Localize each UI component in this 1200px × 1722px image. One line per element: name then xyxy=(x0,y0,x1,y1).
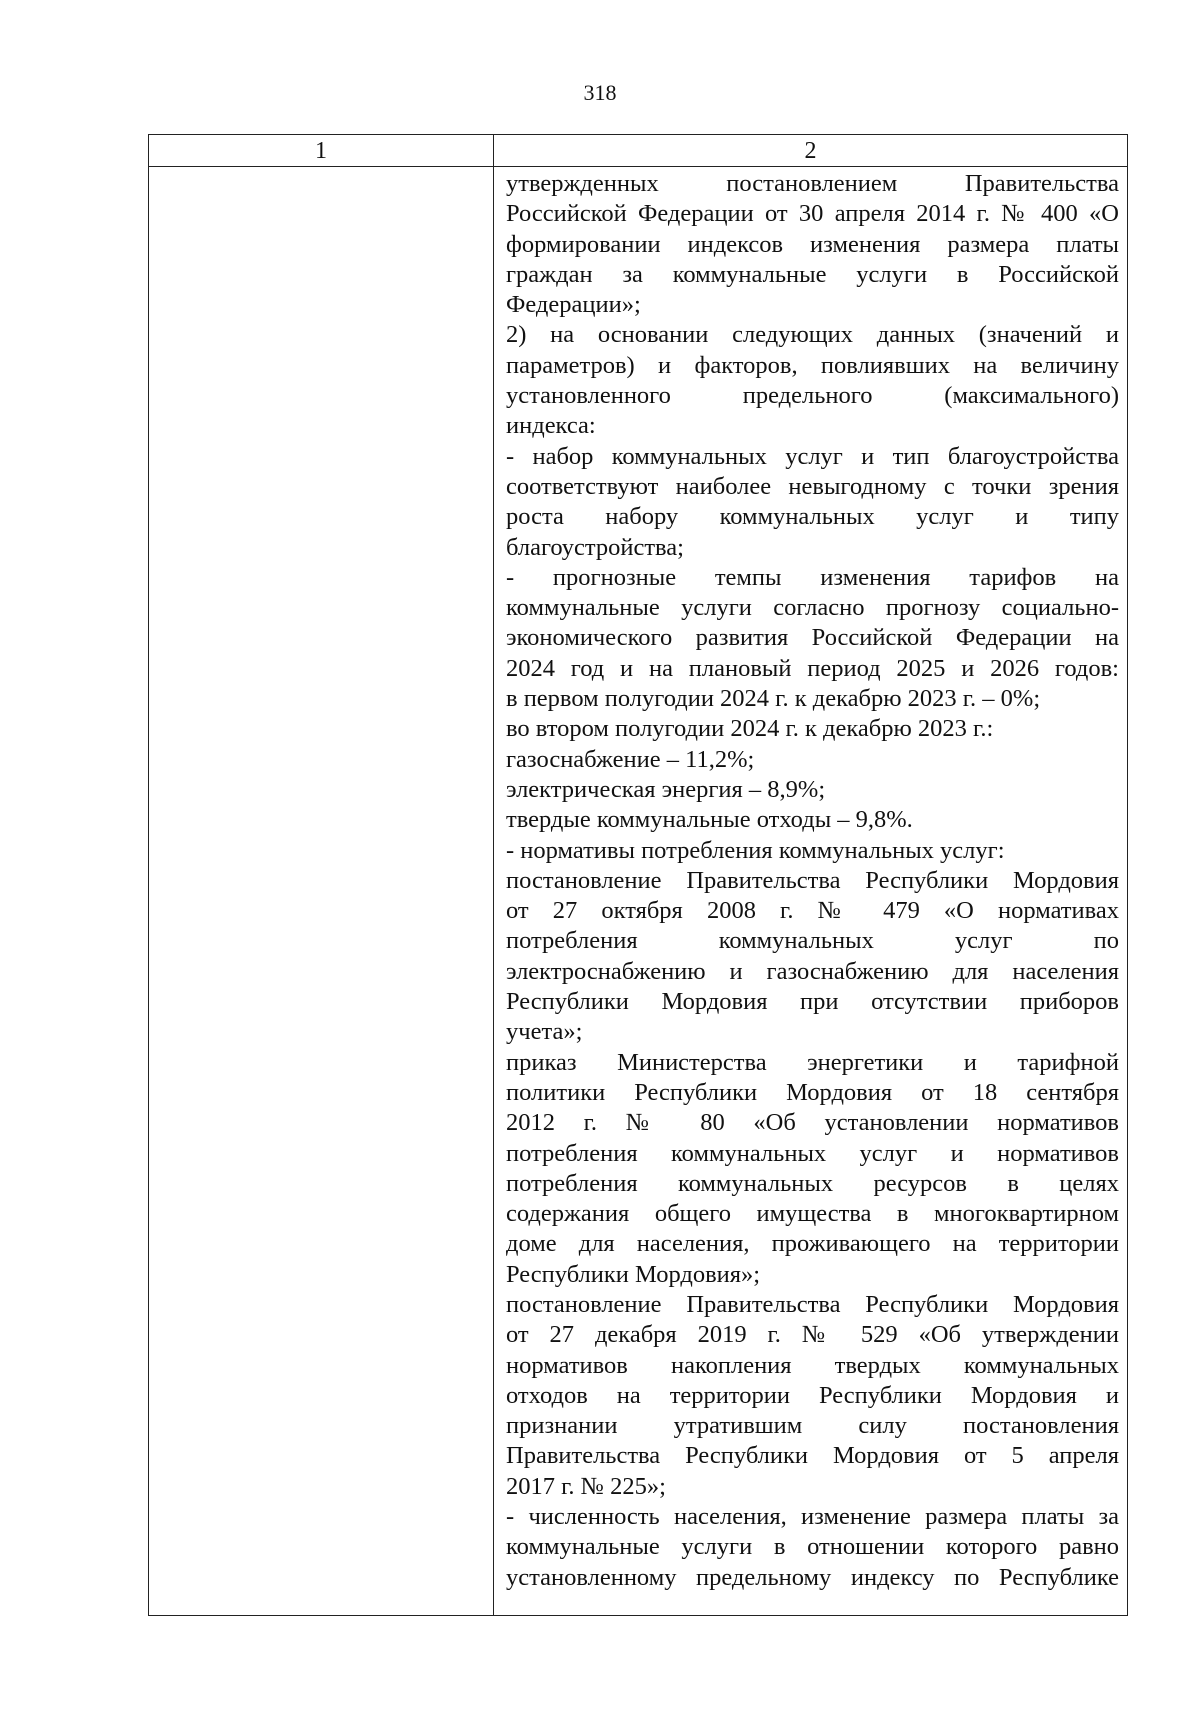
table-header-col-1: 1 xyxy=(315,138,327,164)
text-line: во втором полугодии 2024 г. к декабрю 2023 г.: xyxy=(506,715,994,743)
text-line: граждан за коммунальные услуги в Российской xyxy=(506,260,1119,288)
text-line: коммунальные услуги в отношении которого равно xyxy=(506,1533,1119,1561)
text-line: экономического развития Российской Федерации на xyxy=(506,624,1119,652)
document-table xyxy=(148,134,1128,1616)
page-number: 318 xyxy=(583,80,617,105)
text-line: газоснабжение – 11,2%; xyxy=(506,745,755,773)
text-line: 2) на основании следующих данных (значений и xyxy=(506,321,1119,349)
text-line: роста набору коммунальных услуг и типу xyxy=(506,503,1119,531)
text-line: индекса: xyxy=(506,412,596,440)
text-line: - численность населения, изменение размера платы за xyxy=(506,1503,1119,1531)
text-line: отходов на территории Республики Мордовия и xyxy=(506,1381,1119,1409)
text-line: параметров) и факторов, повлиявших на величину xyxy=(506,351,1119,379)
text-line: благоустройства; xyxy=(506,533,684,561)
text-line: соответствуют наиболее невыгодному с точки зрения xyxy=(506,472,1119,500)
text-line: электрическая энергия – 8,9%; xyxy=(506,775,826,803)
text-line: потребления коммунальных услуг по xyxy=(506,927,1119,955)
text-line: от 27 декабря 2019 г. № 529 «Об утверждении xyxy=(506,1321,1119,1349)
text-line: Правительства Республики Мордовия от 5 апреля xyxy=(506,1442,1119,1470)
text-line: постановление Правительства Республики Мордовия xyxy=(506,1290,1119,1318)
text-line: потребления коммунальных ресурсов в целях xyxy=(506,1169,1119,1197)
text-line: от 27 октября 2008 г. № 479 «О нормативах xyxy=(506,897,1119,925)
text-line: содержания общего имущества в многоквартирном xyxy=(506,1200,1119,1228)
text-line: потребления коммунальных услуг и нормативов xyxy=(506,1139,1119,1167)
column-divider xyxy=(493,135,494,1615)
text-line: приказ Министерства энергетики и тарифной xyxy=(506,1048,1119,1076)
text-line: Республики Мордовия при отсутствии приборов xyxy=(506,988,1119,1016)
text-line: - набор коммунальных услуг и тип благоустройства xyxy=(506,442,1119,470)
text-line: политики Республики Мордовия от 18 сентября xyxy=(506,1078,1119,1106)
text-line: 2017 г. № 225»; xyxy=(506,1472,666,1500)
text-line: в первом полугодии 2024 г. к декабрю 2023 г. – 0%; xyxy=(506,685,1041,713)
text-line: коммунальные услуги согласно прогнозу социально- xyxy=(506,594,1119,622)
text-line: твердые коммунальные отходы – 9,8%. xyxy=(506,806,913,834)
text-line: Республики Мордовия»; xyxy=(506,1260,761,1288)
text-line: утвержденных постановлением Правительства xyxy=(506,170,1119,197)
text-line: установленному предельному индексу по Республике xyxy=(506,1563,1119,1591)
text-line: - прогнозные темпы изменения тарифов на xyxy=(506,563,1119,591)
text-line: Российской Федерации от 30 апреля 2014 г. № 400 «О xyxy=(506,200,1119,228)
text-line: нормативов накопления твердых коммунальных xyxy=(506,1351,1119,1379)
text-line: - нормативы потребления коммунальных услуг: xyxy=(506,836,1005,864)
text-line: учета»; xyxy=(506,1018,583,1046)
text-line: электроснабжению и газоснабжению для населения xyxy=(506,957,1119,985)
text-line: признании утратившим силу постановления xyxy=(506,1412,1119,1440)
text-line: 2024 год и на плановый период 2025 и 2026 годов: xyxy=(506,654,1119,682)
text-line: постановление Правительства Республики Мордовия xyxy=(506,866,1119,894)
table-header-row xyxy=(149,135,1127,167)
text-line: установленного предельного (максимального) xyxy=(506,382,1119,410)
text-line: формировании индексов изменения размера платы xyxy=(506,230,1119,258)
text-line: 2012 г. № 80 «Об установлении нормативов xyxy=(506,1109,1119,1137)
text-line: доме для населения, проживающего на территории xyxy=(506,1230,1119,1258)
text-line: Федерации»; xyxy=(506,291,641,319)
table-header-col-2: 2 xyxy=(804,138,817,164)
table-cell-col-2 xyxy=(506,169,1119,1593)
